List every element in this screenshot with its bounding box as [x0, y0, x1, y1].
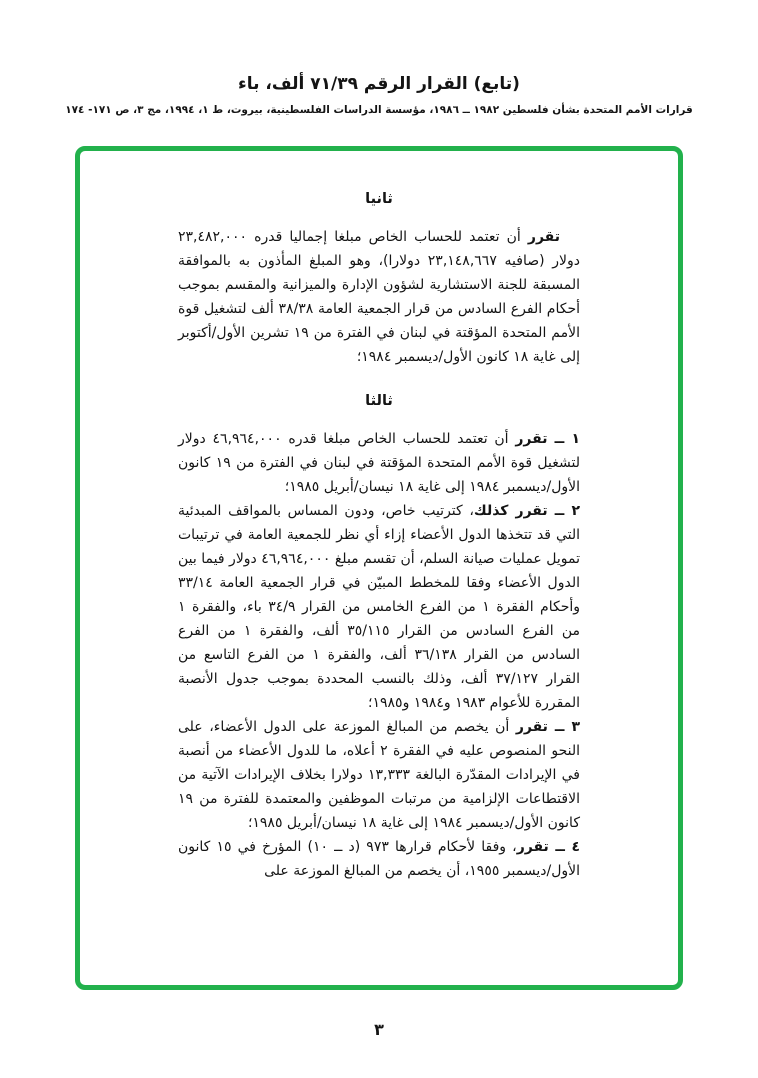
paragraph-text: ، وفقا لأحكام قرارها ٩٧٣ (د ــ ١٠) المؤرخ في ١٥ كانون الأول/ديسمبر ١٩٥٥، أن يخصم من المبالغ الموزعة على	[178, 839, 580, 879]
section-second-heading: ثانيا	[365, 191, 393, 207]
paragraph-lead: تقرر	[527, 229, 560, 245]
section-third-heading: ثالثا	[365, 393, 393, 409]
paragraph-lead: ٣ ــ تقرر	[515, 719, 580, 735]
document-title: (تابع) القرار الرقم ٧١/٣٩ ألف، باء	[238, 74, 520, 94]
resolution-paragraph	[178, 715, 580, 835]
page-number: ٣	[374, 1020, 384, 1039]
text-column	[178, 151, 580, 883]
paragraph-lead: ٤ ــ تقرر	[516, 839, 580, 855]
paragraph-text: أن تعتمد للحساب الخاص مبلغا إجماليا قدره ٢٣,٤٨٢,٠٠٠ دولار (صافيه ٢٣,١٤٨,٦٦٧ دولارا)، وهو المبلغ المأذون به بالموافقة المسبقة للجنة الاستشارية لشؤون الإدارة والميزانية والمقسم بموجب أحكام الفرع السادس من قرار الجمعية العامة ٣٨/٣٨ ألف لتشغيل قوة الأمم المتحدة المؤقتة في لبنان في الفترة من ١٩ تشرين الأول/أكتوبر إلى غاية ١٨ كانون الأول/ديسمبر ١٩٨٤؛	[178, 229, 580, 365]
content-frame	[75, 146, 683, 990]
paragraph-lead: ١ ــ تقرر	[515, 431, 580, 447]
source-citation: قرارات الأمم المتحدة بشأن فلسطين ١٩٨٢ ــ ١٩٨٦، مؤسسة الدراسات الفلسطينية، بيروت، ط ١، ١٩٩٤، مج ٣، ص ١٧١- ١٧٤	[65, 104, 693, 116]
resolution-paragraph	[178, 225, 580, 369]
resolution-paragraph	[178, 499, 580, 715]
paragraph-text: ، كترتيب خاص، ودون المساس بالمواقف المبدئية التي قد تتخذها الدول الأعضاء إزاء أي نظر للجمعية العامة في ترتيبات تمويل عمليات صيانة السلم، أن تقسم مبلغ ٤٦,٩٦٤,٠٠٠ دولار فيما بين الدول الأعضاء وفقا للمخطط المبيّن في قرار الجمعية العامة ٣٣/١٤ وأحكام الفقرة ١ من الفرع الخامس من القرار ٣٤/٩ باء، والفقرة ١ من الفرع السادس من القرار ٣٥/١١٥ ألف، والفقرة ١ من الفرع السادس من القرار ٣٦/١٣٨ ألف، والفقرة ١ من الفرع التاسع من القرار ٣٧/١٢٧ ألف، وذلك بالنسب المحددة بموجب جدول الأنصبة المقررة للأعوام ١٩٨٣ و١٩٨٤ و١٩٨٥؛	[178, 503, 581, 711]
resolution-paragraph	[178, 835, 580, 883]
paragraph-lead: ٢ ــ تقرر كذلك	[473, 503, 580, 519]
paragraph-text: أن يخصم من المبالغ الموزعة على الدول الأعضاء، على النحو المنصوص عليه في الفقرة ٢ أعلاه، ما للدول الأعضاء من أنصبة في الإيرادات المقدّرة البالغة ١٣,٣٣٣ دولارا بخلاف الإيرادات الآتية من الاقتطاعات الإلزامية من مرتبات الموظفين والمعتمدة للفترة من ١٩ كانون الأول/ديسمبر ١٩٨٤ إلى غاية ١٨ نيسان/أبريل ١٩٨٥؛	[178, 719, 581, 831]
section-third	[178, 389, 580, 883]
paragraph-text: أن تعتمد للحساب الخاص مبلغا قدره ٤٦,٩٦٤,٠٠٠ دولار لتشغيل قوة الأمم المتحدة المؤقتة في لبنان في الفترة من ١٩ كانون الأول/ديسمبر ١٩٨٤ إلى غاية ١٨ نيسان/أبريل ١٩٨٥؛	[178, 431, 580, 495]
resolution-paragraph	[178, 427, 580, 499]
page-header	[0, 0, 758, 116]
section-second	[178, 187, 580, 369]
